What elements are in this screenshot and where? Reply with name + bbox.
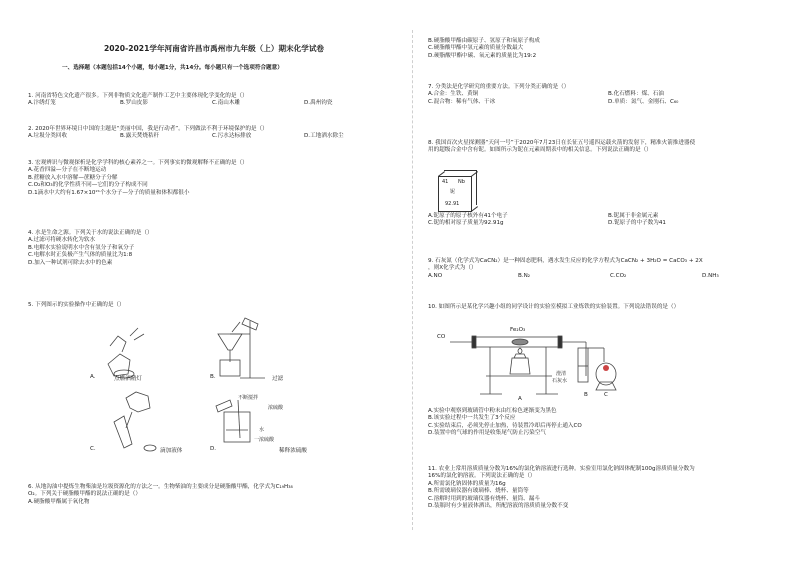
option-c: C.CO₂ bbox=[610, 272, 627, 279]
option-a: A.过滤可将硬水转化为软水 bbox=[28, 237, 96, 244]
exam-title: 2020-2021学年河南省许昌市禹州市九年级（上）期末化学试卷 bbox=[103, 44, 325, 53]
alcohol-lamp-figure bbox=[108, 328, 144, 378]
option-c: C.实验结束后，必须先停止加热，待装置冷却后再停止通入CO bbox=[428, 422, 582, 429]
option-d: D.NH₃ bbox=[702, 272, 719, 279]
question-stem-line2: ，则X化学式为（） bbox=[428, 265, 477, 272]
element-name: 铌 bbox=[450, 189, 456, 195]
option-c: C.O₂和O₃的化学性质不同—它们的分子构成不同 bbox=[28, 182, 148, 189]
question-stem-line1: 9. 石灰氮（化学式为CaCN₂）是一种固态肥料，遇水发生反应的化学方程式为CaCN₂ + 3H₂O = CaCO₃ + 2X bbox=[428, 258, 703, 264]
option-d: D.加入一种试剂可除去水中的色素 bbox=[28, 259, 113, 266]
option-c: C.铌的相对原子质量为92.91g bbox=[428, 220, 504, 227]
option-c: C.混合物：稀有气体、干冰 bbox=[428, 98, 496, 105]
element-symbol: Nb bbox=[458, 179, 465, 185]
figure-text-acid: 浓硫酸 bbox=[268, 405, 284, 411]
question-2 bbox=[28, 126, 396, 141]
figure-label-c: C bbox=[604, 392, 608, 398]
option-c: C.污水达标排放 bbox=[212, 133, 252, 140]
option-b: B.该实验过程中一共发生了3个反应 bbox=[428, 415, 516, 422]
option-d: D.装瓶时有少量液体洒出，所配溶液的溶质质量分数不变 bbox=[428, 503, 569, 510]
question-8 bbox=[428, 140, 794, 155]
option-a: A.合金：生铁、黄铜 bbox=[428, 91, 479, 98]
section-heading: 一、选择题（本题包括14个小题，每小题1分，共14分。每小题只有一个选项符合题意） bbox=[62, 65, 283, 71]
option-c: C.溶解时用到的玻璃仪器有烧杯、量筒、漏斗 bbox=[428, 495, 540, 502]
figure-text-water: 水 bbox=[259, 427, 265, 433]
question-stem-line2: O₂。下列关于硬脂酸甲酯的说法正确的是（） bbox=[28, 491, 141, 498]
test-tube-b bbox=[578, 348, 588, 382]
option-d: D.单质：氮气、金刚石、C₆₀ bbox=[608, 98, 679, 105]
dilution-figure bbox=[216, 400, 250, 442]
figure-text-stir: 不断搅拌 bbox=[238, 395, 259, 401]
option-b: B.化石燃料：煤、石油 bbox=[608, 91, 664, 98]
question-5 bbox=[28, 302, 396, 309]
atomic-number: 41 bbox=[442, 179, 449, 185]
option-b: B.铌属于非金属元素 bbox=[608, 213, 659, 219]
option-b: B.N₂ bbox=[518, 272, 531, 279]
figure-text-fe2o3: Fe₂O₃ bbox=[510, 327, 526, 333]
option-b: B.蔗糖放入水中溶解—蔗糖分子分解 bbox=[28, 174, 118, 181]
option-a: A.铌原子的原子核外有41个电子 bbox=[428, 213, 508, 219]
option-d: D.工地洒水除尘 bbox=[304, 133, 344, 140]
atomic-mass: 92.91 bbox=[445, 201, 460, 207]
figure-text-limewater2: 石灰水 bbox=[552, 378, 568, 384]
option-c: C.硬脂酸甲酯中氢元素的质量分数最大 bbox=[428, 45, 524, 52]
option-d: D.铌原子的中子数为41 bbox=[608, 220, 666, 227]
option-b: B.露天焚烧秸秆 bbox=[120, 133, 160, 140]
option-c: C.电解水时正负极产生气体的质量比为1:8 bbox=[28, 252, 133, 259]
element-tile-niobium bbox=[438, 176, 472, 212]
figure-text-co: CO bbox=[437, 334, 446, 340]
figure-caption-a: 点燃酒精灯 bbox=[114, 376, 142, 382]
question-stem-line1: 8. 我国首次火星探测器“天问一号”于2020年7月23日在长征五号遥四运载火箭的发射下，精准火箭推进器使 bbox=[428, 140, 696, 146]
option-a: A.垃圾分类回收 bbox=[28, 133, 68, 140]
option-c: C.南山木雕 bbox=[212, 100, 241, 107]
question-stem: 10. 如图所示是某化学兴趣小组的同学设计的实验室模拟工业炼铁的实验装置。下列说法错误的是（） bbox=[428, 304, 680, 310]
question-stem: 2. 2020年世界环境日中国的主题是“美丽中国，我是行动者”。下列做法不利于环境保护的是（） bbox=[28, 126, 268, 132]
figure-label-d: D. bbox=[210, 446, 217, 452]
dropper-figure bbox=[114, 392, 156, 451]
question-stem-line2: 用的超级合金中含有铌。如图所示为铌在元素周期表中的相关信息。下列说法正确的是（） bbox=[428, 147, 652, 154]
figure-text-acid2: 一浓硫酸 bbox=[254, 437, 275, 443]
figure-label-b: B bbox=[584, 392, 588, 398]
figure-label-a: A. bbox=[90, 374, 96, 380]
option-d: D.硬脂酸甲酯中碳、氧元素的质量比为19:2 bbox=[428, 52, 537, 59]
figure-label-b: B. bbox=[210, 374, 216, 380]
figure-text-limewater1: 澄清 bbox=[556, 371, 567, 377]
q5-figures bbox=[90, 316, 360, 456]
option-b: B.电解水实验说明水中含有氢分子和氧分子 bbox=[28, 244, 135, 251]
question-stem: 3. 宏观辨识与微观探析是化学学科的核心素养之一。下列事实的微观解释不正确的是（） bbox=[28, 160, 248, 166]
option-d: D.1滴水中大约有1.67×10²¹个水分子—分子的质量和体积都很小 bbox=[28, 189, 190, 196]
option-a: A.实验中观察到玻璃管中粉末由红棕色逐渐变为黑色 bbox=[428, 408, 557, 414]
question-stem-line1: 11. 农业上常用溶质质量分数为16%的氯化钠溶液进行选种。实验室用氯化钠固体配制100g溶质质量分数为 bbox=[428, 466, 695, 472]
option-b: B.所需玻璃仪器有玻璃棒、烧杯、量筒等 bbox=[428, 488, 529, 495]
figure-caption-d: 稀释浓硫酸 bbox=[279, 448, 307, 454]
option-d: D.装置中的气球的作用是收集尾气防止污染空气 bbox=[428, 430, 546, 437]
left-column bbox=[28, 0, 400, 562]
question-7 bbox=[428, 84, 794, 106]
question-stem: 7. 分类法是化学研究的重要方法。下列分类正确的是（） bbox=[428, 84, 570, 90]
question-1 bbox=[28, 93, 396, 108]
column-divider bbox=[412, 30, 413, 530]
figure-caption-c: 滴加液体 bbox=[160, 448, 183, 454]
option-a: A.花香四溢—分子在不断地运动 bbox=[28, 167, 107, 174]
figure-label-c: C. bbox=[90, 446, 96, 452]
right-column bbox=[428, 0, 794, 562]
filtration-figure bbox=[218, 318, 265, 378]
question-stem-line1: 6. 从地沟油中提炼生物柴油是垃圾资源化的方法之一。生物柴油的主要成分是硬脂酸甲酯，化学式为C₁₉H₃₈ bbox=[28, 484, 293, 490]
question-stem: 4. 水是生命之源。下列关于水的说法正确的是（） bbox=[28, 230, 153, 236]
figure-caption-b: 过滤 bbox=[272, 376, 284, 382]
question-6-continued bbox=[428, 38, 794, 60]
option-a: A.硬脂酸甲酯属于氧化物 bbox=[28, 498, 90, 505]
option-a: A.所需氯化钠固体的质量为16g bbox=[428, 480, 506, 487]
question-stem: 5. 下列图示的实验操作中正确的是（） bbox=[28, 302, 125, 308]
option-b: B.硬脂酸甲酯由碳原子、氢原子和氧原子构成 bbox=[428, 38, 540, 44]
option-b: B.罗山皮影 bbox=[120, 100, 148, 107]
figure-label-a: A bbox=[518, 396, 522, 402]
alcohol-lamp bbox=[510, 358, 530, 374]
option-d: D.禹州钧瓷 bbox=[304, 100, 333, 107]
question-stem-line2: 16%的氯化钠溶液。下列说法正确的是（） bbox=[428, 473, 536, 480]
option-a: A.NO bbox=[428, 272, 443, 279]
question-4 bbox=[28, 230, 396, 267]
question-3 bbox=[28, 160, 396, 197]
option-a: A.汴绣灯笼 bbox=[28, 100, 56, 107]
question-stem: 1. 河南省特色文化遗产很多。下列非物质文化遗产制作工艺中主要体现化学变化的是（） bbox=[28, 93, 248, 99]
